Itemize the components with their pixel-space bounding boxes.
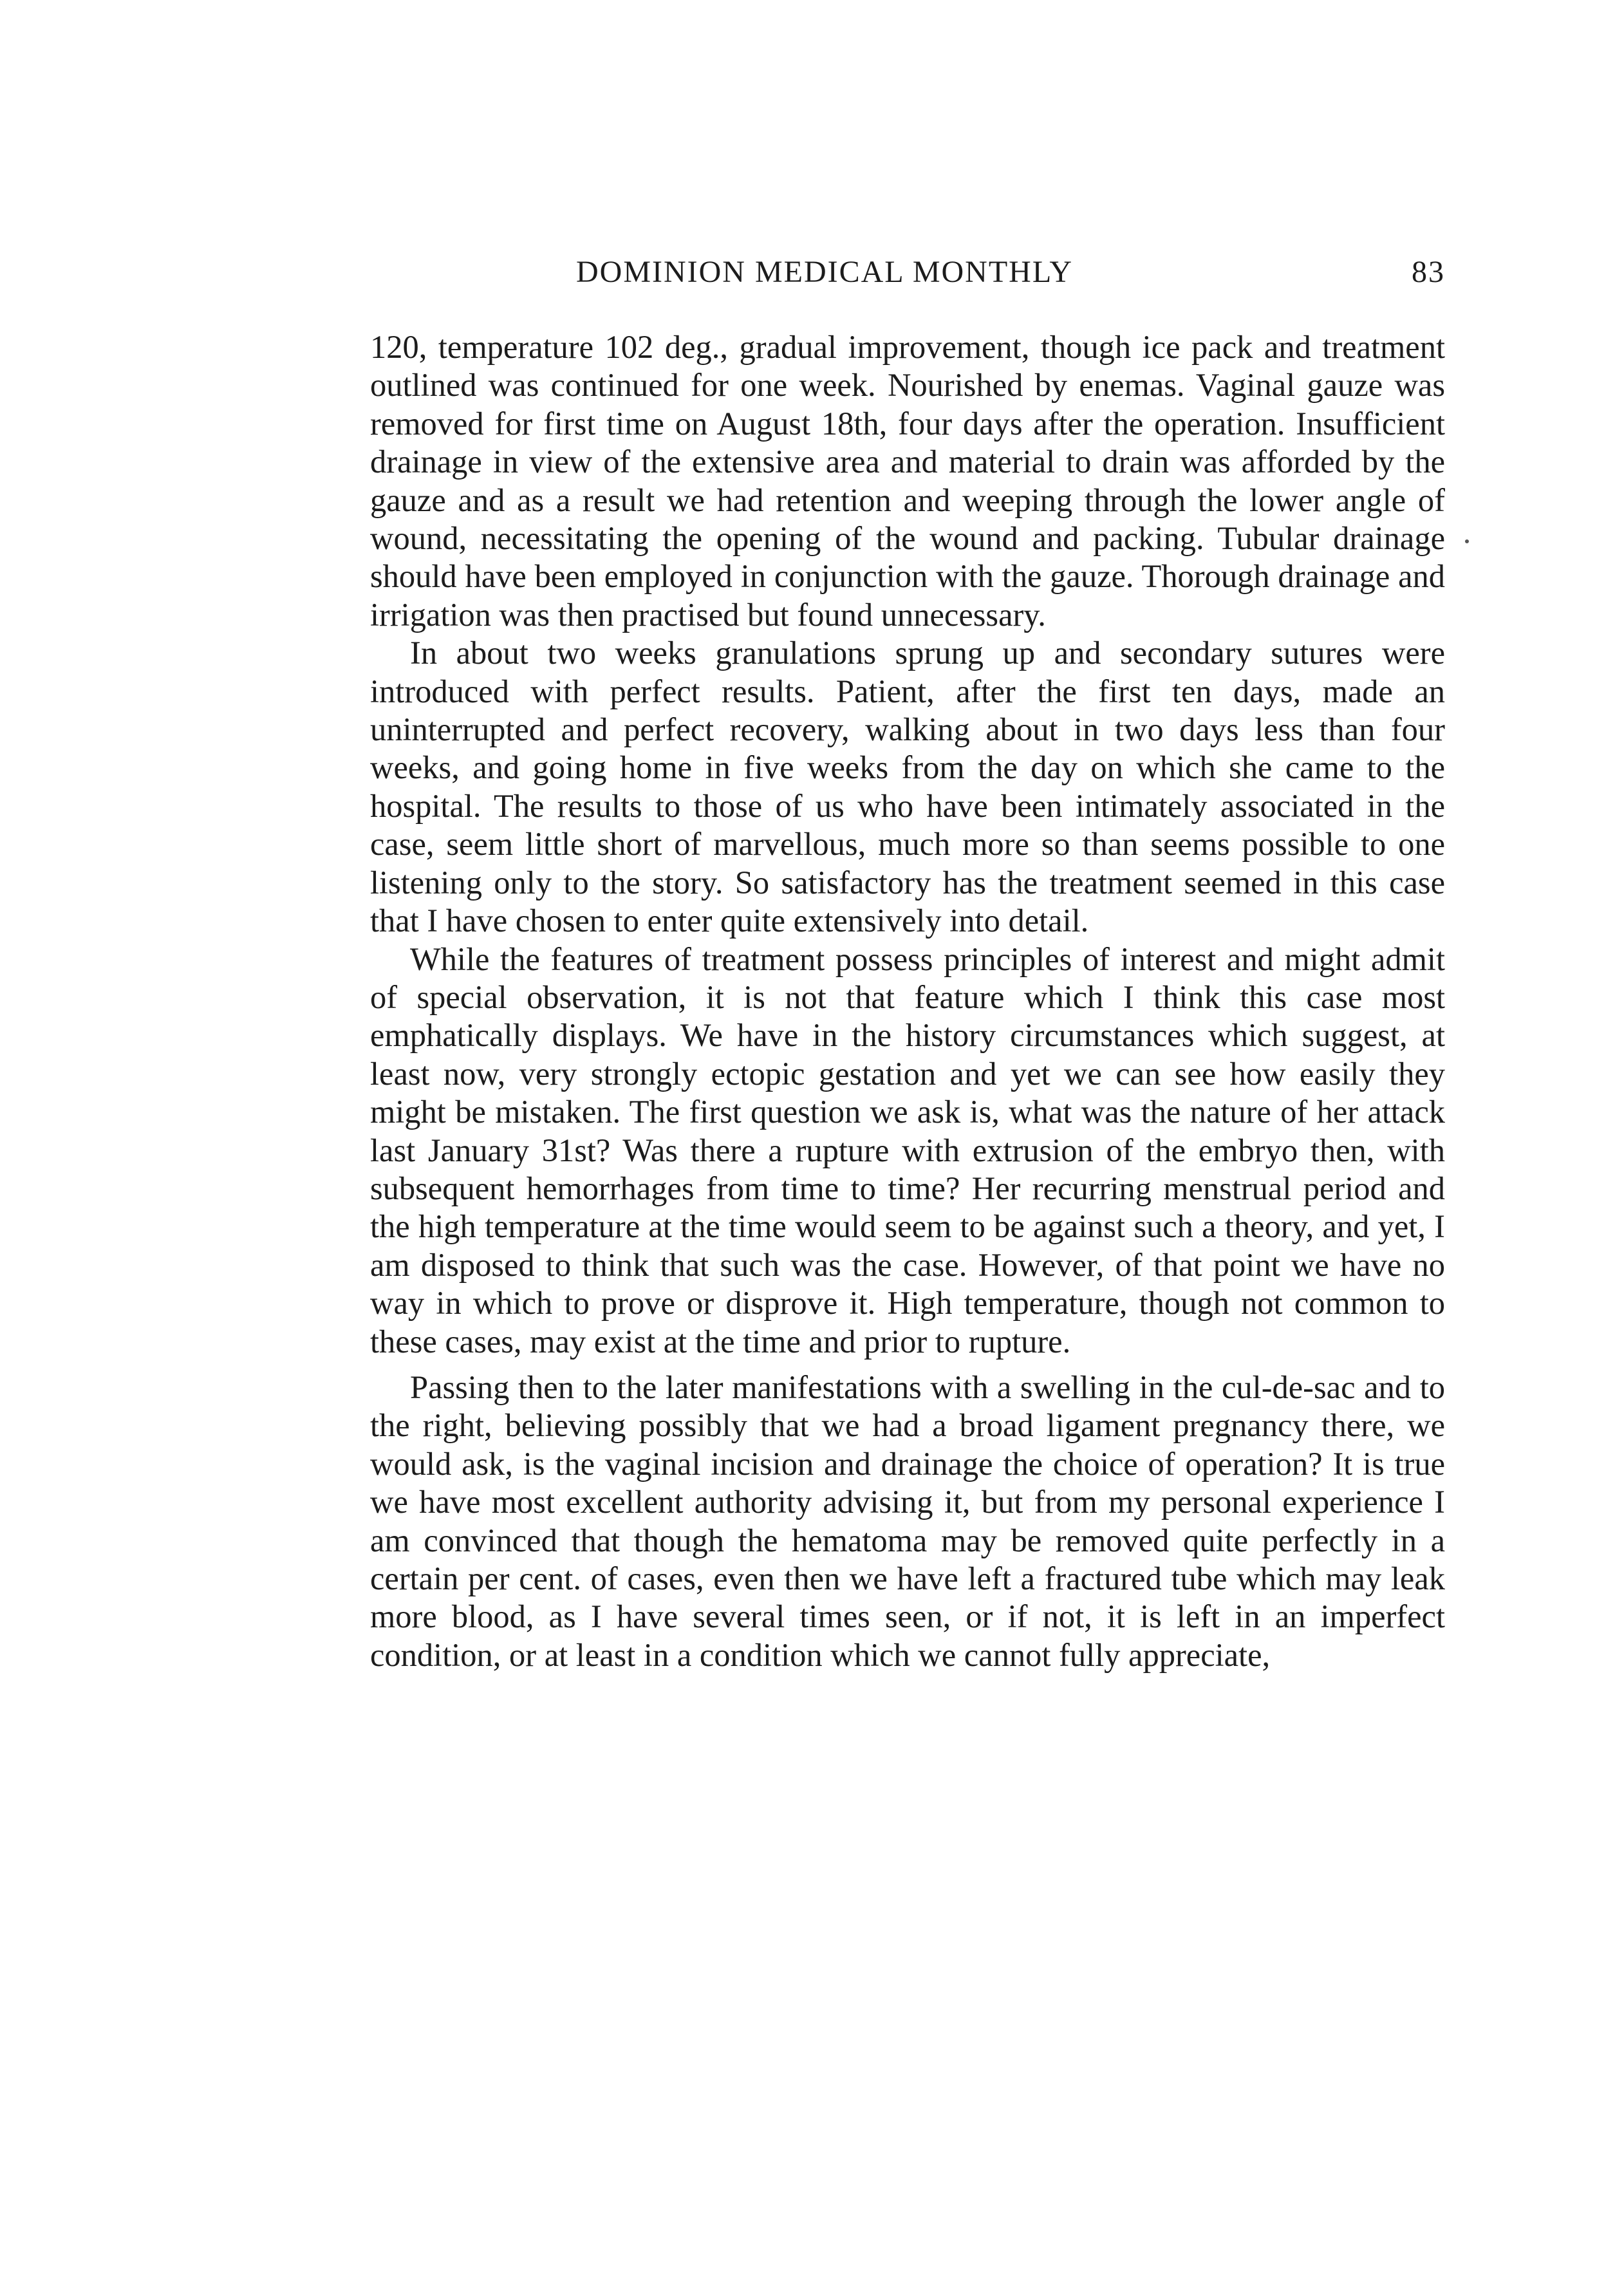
paragraph-4: Passing then to the later manifestations with a swelling in the cul-de-sac and to the right, believing possibly that we had a broad ligament pregnancy there, we would ask, is the vaginal incision and drainage the choice of operation? It is true we have most excellent authority advising it, but from my personal experience I am convinced that though the hematoma may be removed quite perfectly in a certain per cent. of cases, even then we have left a fractured tube which may leak more blood, as I have several times seen, or if not, it is left in an imperfect condition, or at least in a condition which we cannot fully appreciate, [370,1369,1445,1673]
running-header [370,254,1445,299]
paragraph-2: In about two weeks granulations sprung up and secondary sutures were introduced with perfect results. Patient, after the first ten days, made an uninterrupted and perfect recovery, walking about in two days less than four weeks, and going home in five weeks from the day on which she came to the hospital. The results to those of us who have been intimately associated in the case, seem little short of marvellous, much more so than seems possible to one listening only to the story. So satisfactory has the treatment seemed in this case that I have chosen to enter quite extensively into detail. [370,635,1445,939]
article-body [370,328,1445,1674]
page-number: 83 [1412,255,1445,289]
margin-mark [1465,539,1469,543]
paragraph-1: 120, temperature 102 deg., gradual improvement, though ice pack and treatment outlined was continued for one week. Nourished by enemas. Vaginal gauze was removed for first time on August 18th, four days after the operation. Insufficient drainage in view of the extensive area and material to drain was afforded by the gauze and as a result we had retention and weeping through the lower angle of wound, necessitating the opening of the wound and packing. Tubular drainage should have been employed in conjunction with the gauze. Thorough drainage and irrigation was then practised but found unnecessary. [370,329,1445,633]
journal-title: DOMINION MEDICAL MONTHLY [576,255,1074,289]
paragraph-3: While the features of treatment possess principles of interest and might admit of special observation, it is not that feature which I think this case most emphatically displays. We have in the history circumstances which suggest, at least now, very strongly ectopic gestation and yet we can see how easily they might be mistaken. The first question we ask is, what was the nature of her attack last January 31st? Was there a rupture with extrusion of the embryo then, with subsequent hemorrhages from time to time? Her recurring menstrual period and the high temperature at the time would seem to be against such a theory, and yet, I am disposed to think that such was the case. However, of that point we have no way in which to prove or disprove it. High temperature, though not common to these cases, may exist at the time and prior to rupture. [370,940,1445,1360]
